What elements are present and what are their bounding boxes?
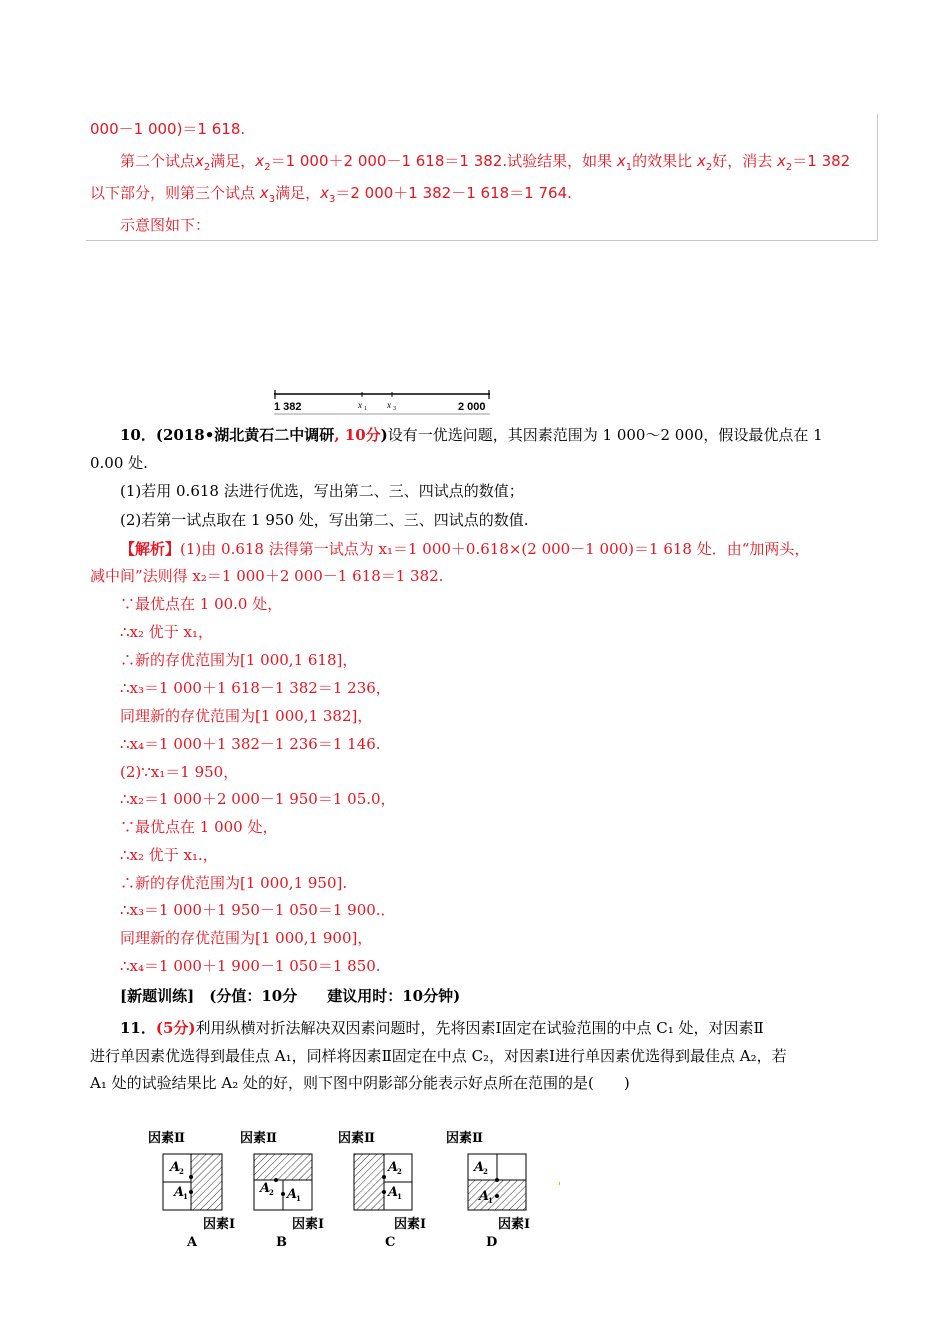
stray-mark: [559, 1182, 560, 1185]
option-d-a2-sub: 2: [483, 1167, 488, 1176]
option-a-a1-label: A: [174, 1185, 185, 1200]
option-d-point-a1: [495, 1194, 499, 1198]
solution-line-13: ∴新的存优范围为[1 000,1 950].: [120, 874, 348, 892]
section-heading: [新题训练] (分值：10分 建议用时：10分钟): [120, 987, 461, 1005]
option-c-ylabel: 因素Ⅱ: [338, 1131, 375, 1146]
option-d-letter: D: [486, 1235, 498, 1250]
option-b-shaded-region: [254, 1154, 312, 1180]
option-d-a2-label: A: [474, 1160, 485, 1175]
option-d-xlabel: 因素Ⅰ: [498, 1217, 531, 1232]
solution-line-2: 减中间”法则得 x₂＝1 000＋2 000－1 618＝1 382.: [90, 567, 444, 585]
number-line-x3-sub: 3: [393, 406, 396, 412]
solution-line-4: ∴x₂ 优于 x₁，: [120, 623, 214, 641]
number-line-right-label: 2 000: [458, 401, 486, 413]
option-d-a1-sub: 1: [488, 1196, 493, 1205]
option-d-point-a2: [495, 1178, 499, 1182]
option-a-a2-label: A: [170, 1160, 181, 1175]
solution-line-14: ∴x₃＝1 000＋1 950－1 050＝1 900.．: [120, 901, 396, 919]
solution-line-3: ∵最优点在 1 00.0 处，: [120, 595, 283, 613]
q11-line-1: 11．(5分)利用纵横对折法解决双因素问题时，先将因素Ⅰ固定在试验范围的中点 C₁ 处，对因素Ⅱ: [120, 1019, 764, 1037]
option-b-ylabel: 因素Ⅱ: [240, 1131, 277, 1146]
box-line-2: 第二个试点$x_2$满足，$x_2=1$ 000＋2 000－1 618＝1 382.试验结果，如果 $x_1$的效果比 $x_2$好，消去 $x_2=1$ 382: [120, 152, 851, 173]
solution-line-10: ∴x₂＝1 000＋2 000－1 950＝1 05.0，: [120, 790, 396, 808]
option-b-a2-label: A: [260, 1181, 271, 1196]
option-d-diagram: [446, 1130, 530, 1250]
option-b-diagram: [240, 1130, 324, 1250]
option-c-point-a1: [382, 1190, 386, 1194]
option-a-xlabel: 因素Ⅰ: [203, 1217, 236, 1232]
option-c-diagram: [338, 1130, 426, 1250]
solution-line-12: ∴x₂ 优于 x₁.，: [120, 846, 218, 864]
option-c-point-a2: [382, 1175, 386, 1179]
option-a-ylabel: 因素Ⅱ: [148, 1131, 185, 1146]
q10-stem-line-1: 10．(2018•湖北黄石二中调研, 10分)设有一优选问题，其因素范围为 1 000～2 000，假设最优点在 1: [120, 426, 823, 444]
number-line-x1-sub: 1: [364, 406, 367, 412]
option-b-point-a2: [274, 1178, 278, 1182]
q11-line-2: 进行单因素优选得到最佳点 A₁，同样将因素Ⅱ固定在中点 C₂，对因素Ⅰ进行单因素优选得到最佳点 A₂，若: [90, 1047, 787, 1065]
solution-line-8: ∴x₄＝1 000＋1 382－1 236＝1 146.: [120, 735, 381, 753]
solution-line-1: 【解析】(1)由 0.618 法得第一试点为 x₁＝1 000＋0.618×(2 000－1 000)＝1 618 处．由“加两头，: [120, 540, 810, 558]
option-c-a2-label: A: [388, 1160, 399, 1175]
box-line-1: 000－1 000)＝1 618.: [90, 120, 246, 138]
box-line-3: 以下部分，则第三个试点 $x_3$满足，$x_3=2$ 000＋1 382－1 618＝1 764.: [90, 184, 572, 205]
option-c-a2-sub: 2: [397, 1167, 402, 1176]
number-line-figure: [270, 390, 494, 416]
option-a-shaded-region: [191, 1154, 222, 1210]
solution-line-16: ∴x₄＝1 000＋1 900－1 050＝1 850.: [120, 957, 381, 975]
solution-line-15: 同理新的存优范围为[1 000,1 900]，: [120, 929, 373, 947]
box-line-4: 示意图如下：: [120, 216, 211, 234]
option-c-letter: C: [385, 1235, 396, 1250]
option-a-a1-sub: 1: [183, 1192, 188, 1201]
option-a-point-a2: [189, 1175, 193, 1179]
number-line-x3-label: x: [387, 400, 391, 410]
option-c-shaded-region: [354, 1154, 384, 1210]
option-a-diagram: [148, 1130, 235, 1250]
option-a-letter: A: [187, 1235, 198, 1250]
option-d-a1-label: A: [479, 1189, 490, 1204]
option-b-a1-label: A: [287, 1187, 298, 1202]
option-c-a1-label: A: [388, 1185, 399, 1200]
option-b-a1-sub: 1: [296, 1194, 301, 1203]
option-b-point-a1: [281, 1192, 285, 1196]
solution-line-11: ∵最优点在 1 000 处，: [120, 818, 278, 836]
q10-part-2: (2)若第一试点取在 1 950 处，写出第二、三、四试点的数值.: [120, 511, 529, 529]
solution-line-9: (2)∵x₁＝1 950，: [120, 763, 239, 781]
option-d-ylabel: 因素Ⅱ: [446, 1131, 483, 1146]
option-c-xlabel: 因素Ⅰ: [394, 1217, 427, 1232]
solution-line-6: ∴x₃＝1 000＋1 618－1 382＝1 236，: [120, 679, 391, 697]
option-a-a2-sub: 2: [179, 1167, 184, 1176]
option-a-point-a1: [189, 1190, 193, 1194]
q10-stem-line-2: 0.00 处.: [90, 454, 148, 472]
option-b-a2-sub: 2: [269, 1188, 274, 1197]
solution-line-5: ∴新的存优范围为[1 000,1 618]，: [120, 651, 358, 669]
q10-part-1: (1)若用 0.618 法进行优选，写出第二、三、四试点的数值；: [120, 482, 524, 500]
number-line-x1-label: x: [358, 400, 362, 410]
option-c-a1-sub: 1: [397, 1192, 402, 1201]
options-figure: [130, 1124, 560, 1254]
option-b-xlabel: 因素Ⅰ: [292, 1217, 325, 1232]
number-line-left-label: 1 382: [274, 401, 302, 413]
solution-line-7: 同理新的存优范围为[1 000,1 382]，: [120, 707, 373, 725]
option-b-letter: B: [276, 1235, 287, 1250]
q11-line-3: A₁ 处的试验结果比 A₂ 处的好，则下图中阴影部分能表示好点所在范围的是( ): [90, 1074, 630, 1092]
